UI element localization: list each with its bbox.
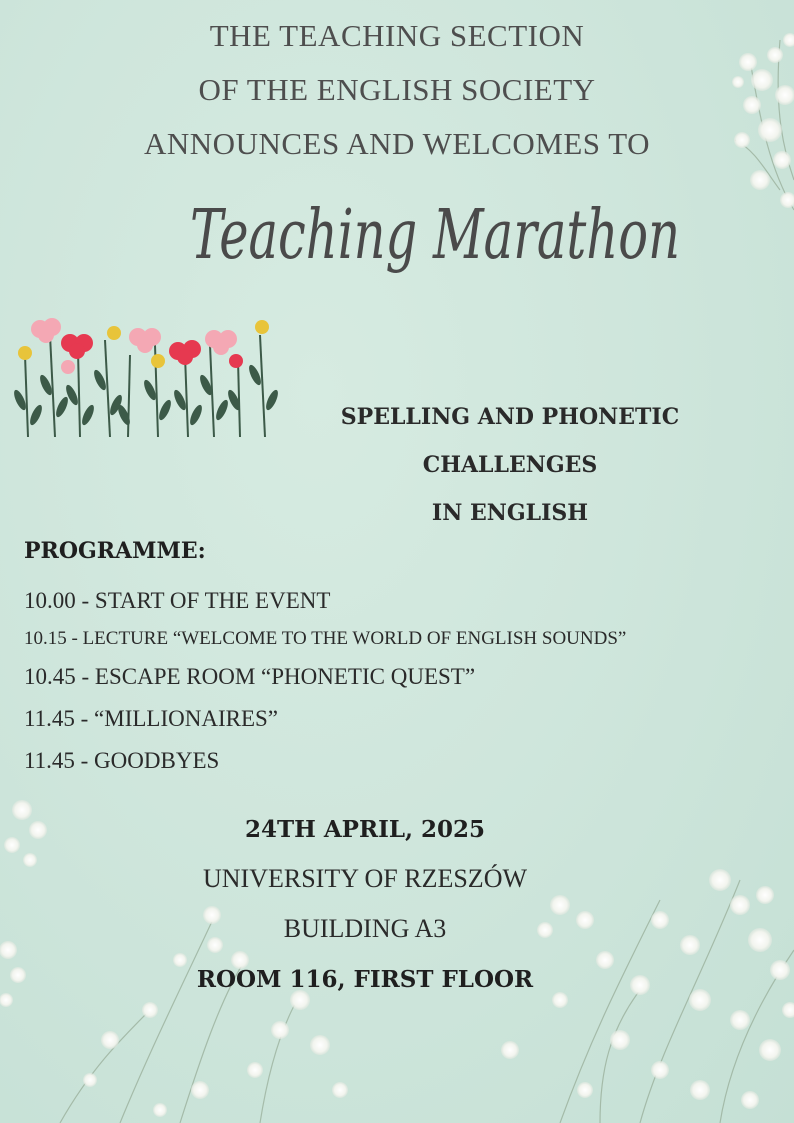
programme-item: 10.00 - START OF THE EVENT — [24, 588, 331, 613]
event-title-text: Teaching Marathon — [190, 196, 680, 275]
venue-room: ROOM 116, FIRST FLOOR — [196, 966, 534, 993]
venue-building: BUILDING A3 — [283, 914, 447, 943]
topic-line-3: IN ENGLISH — [431, 500, 589, 526]
topic-line-2: CHALLENGES — [422, 452, 598, 478]
programme-item: 11.45 - GOODBYES — [24, 748, 220, 773]
programme-item: 10.45 - ESCAPE ROOM “PHONETIC QUEST” — [24, 664, 476, 689]
header-line-2: OF THE ENGLISH SOCIETY — [198, 72, 596, 107]
flower-border-illustration — [10, 315, 280, 440]
programme-heading: PROGRAMME: — [24, 538, 206, 564]
event-date: 24TH APRIL, 2025 — [244, 816, 486, 843]
topic-line-1: SPELLING AND PHONETIC — [340, 404, 680, 430]
programme-item: 11.45 - “MILLIONAIRES” — [24, 706, 279, 731]
programme-item: 10.15 - LECTURE “WELCOME TO THE WORLD OF ENGLISH SOUNDS” — [24, 628, 627, 649]
event-title — [180, 168, 700, 298]
venue-university: UNIVERSITY OF RZESZÓW — [202, 864, 528, 893]
header-line-1: THE TEACHING SECTION — [209, 18, 585, 53]
header-line-3: ANNOUNCES AND WELCOMES TO — [144, 126, 650, 161]
